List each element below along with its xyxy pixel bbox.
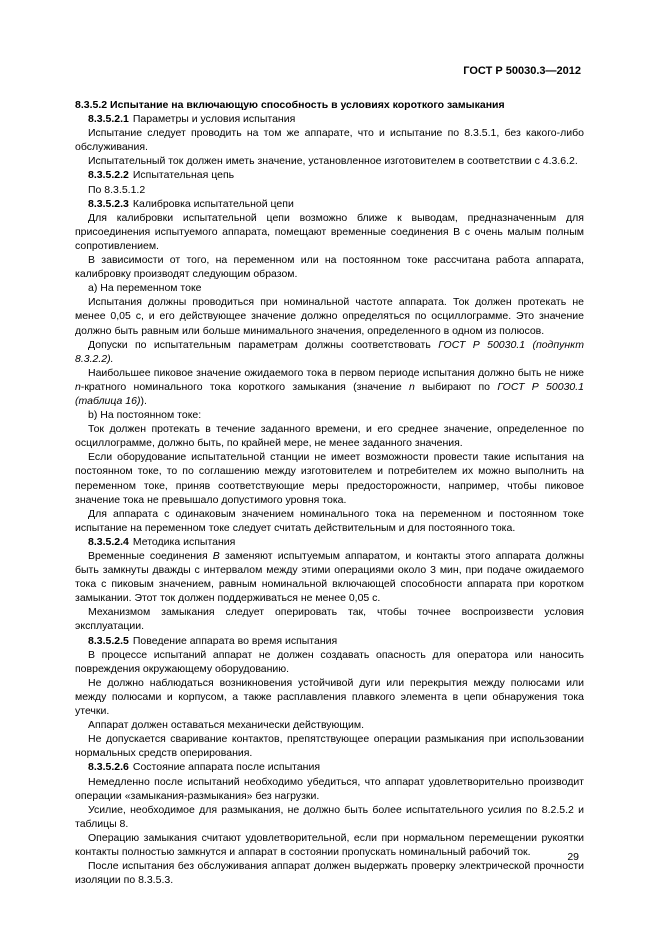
text-run: Допуски по испытательным параметрам должны соответствовать	[88, 338, 439, 351]
subsection-number: 8.3.5.2.2	[88, 169, 129, 182]
paragraph: Для калибровки испытательной цепи возможно ближе к выводам, предназначенным для присоединения испытуемого аппарата, помещают временные соединения B с очень малым полным сопротивлением.	[75, 211, 584, 252]
document-body	[75, 98, 584, 887]
paragraph	[75, 338, 584, 366]
text-run: выбирают по	[414, 380, 498, 393]
list-item-label: a) На переменном токе	[88, 282, 202, 295]
section-heading	[75, 98, 584, 112]
paragraph: Если оборудование испытательной станции не имеет возможности провести такие испытания на постоянном токе, то по соглашению между изготовителем и потребителем их можно выполнить на переменном токе, приняв соответствующие меры предосторожности, например, чтобы пиковое значение тока не превышало допустимого уровня тока.	[75, 451, 584, 506]
paragraph: Испытания должны проводиться при номинальной частоте аппарата. Ток должен протекать не менее 0,05 с, и его действующее значение должно определяться по осциллограмме. Это значение должно быть равным или больше минимального значения, определенного в одном из полюсов.	[75, 296, 584, 337]
subsection-number: 8.3.5.2.6	[88, 761, 129, 774]
section-number: 8.3.5.2	[75, 99, 108, 111]
subsection-heading	[75, 535, 584, 549]
paragraph: Испытание следует проводить на том же аппарате, что и испытание по 8.3.5.1, без какого-либо обслуживания.	[75, 127, 584, 154]
standard-reference: ГОСТ Р 50030.1 (таблица 16)	[75, 380, 585, 407]
document-number: ГОСТ Р 50030.3—2012	[463, 65, 581, 77]
subsection-heading	[75, 760, 584, 774]
paragraph: Для аппарата с одинаковым значением номинального тока на переменном и постоянном токе испытание на переменном токе следует считать действительным и для постоянного тока.	[75, 507, 584, 534]
variable-b: В	[212, 550, 220, 562]
text-run: заменяют испытуемым аппаратом, и контакты этого аппарата должны быть замкнуты дважды с интервалом между этими операциями около 3 мин, при подаче ожидаемого тока с пиковым значением, равным номинальной включающей способности аппарата при коротком замыкании. Этот ток должен поддерживаться не менее 0,05 с.	[75, 550, 585, 605]
text-run: -кратного номинального тока короткого замыкания (значение	[80, 380, 409, 393]
paragraph	[75, 366, 584, 408]
list-item-label: b) На постоянном токе:	[88, 409, 202, 422]
subsection-number: 8.3.5.2.1	[88, 113, 129, 126]
text-run: ).	[140, 394, 147, 407]
subsection-heading	[75, 634, 584, 648]
paragraph: Механизмом замыкания следует оперировать так, чтобы точнее воспроизвести условия эксплуатации.	[75, 606, 584, 633]
paragraph: Испытательный ток должен иметь значение, установленное изготовителем в соответствии с 4.3.6.2.	[88, 155, 578, 168]
subsection-heading	[75, 168, 584, 182]
paragraph: Не должно наблюдаться возникновения устойчивой дуги или перекрытия между полюсами или между полюсами и корпусом, а также расплавления плавкого элемента в цепи обнаружения тока утечки.	[75, 676, 584, 718]
subsection-title: Калибровка испытательной цепи	[132, 197, 294, 210]
subsection-title: Методика испытания	[132, 535, 236, 548]
page-number: 29	[567, 851, 579, 863]
subsection-number: 8.3.5.2.3	[88, 197, 129, 210]
subsection-heading	[75, 197, 584, 211]
subsection-title: Поведение аппарата во время испытания	[132, 634, 338, 647]
subsection-title: Состояние аппарата после испытания	[132, 761, 321, 774]
paragraph: Аппарат должен оставаться механически действующим.	[88, 719, 365, 732]
paragraph: Ток должен протекать в течение заданного времени, и его среднее значение, определенное по осциллограмме, должно быть, по крайней мере, не менее заданного значения.	[75, 423, 584, 450]
subsection-number: 8.3.5.2.4	[88, 535, 129, 548]
variable-n: n	[75, 380, 81, 393]
subsection-heading	[75, 112, 584, 126]
subsection-number: 8.3.5.2.5	[88, 634, 129, 647]
paragraph: Не допускается сваривание контактов, препятствующее операции размыкания при использовании нормальных средств оперирования.	[75, 733, 584, 760]
standard-reference: ГОСТ Р 50030.1 (подпункт 8.3.2.2).	[75, 338, 584, 365]
paragraph	[75, 549, 584, 605]
paragraph: Операцию замыкания считают удовлетворительной, если при нормальном перемещении рукоятки контакты полностью замкнутся и аппарат в состоянии пропускать номинальный рабочий ток.	[75, 831, 584, 858]
paragraph: Усилие, необходимое для размыкания, не должно быть более испытательного усилия по 8.2.5.2 и таблицы 8.	[75, 803, 584, 830]
paragraph: По 8.3.5.1.2	[88, 183, 146, 196]
section-title: Испытание на включающую способность в условиях короткого замыкания	[110, 99, 505, 111]
text-run: Временные соединения	[88, 550, 213, 562]
paragraph: После испытания без обслуживания аппарат должен выдержать проверку электрической прочности изоляции по 8.3.5.3.	[75, 860, 584, 887]
variable-n: n	[408, 380, 415, 393]
text-run: Наибольшее пиковое значение ожидаемого тока в первом периоде испытания должно быть не ниже	[88, 366, 584, 379]
paragraph: Немедленно после испытаний необходимо убедиться, что аппарат удовлетворительно производит операции «замыкания-размыкания» без нагрузки.	[75, 775, 584, 802]
paragraph: В зависимости от того, на переменном или на постоянном токе рассчитана работа аппарата, калибровку производят следующим образом.	[75, 254, 584, 281]
subsection-title: Параметры и условия испытания	[132, 113, 296, 126]
paragraph: В процессе испытаний аппарат не должен создавать опасность для оператора или наносить повреждения окружающему оборудованию.	[75, 648, 584, 675]
subsection-title: Испытательная цепь	[132, 169, 235, 182]
